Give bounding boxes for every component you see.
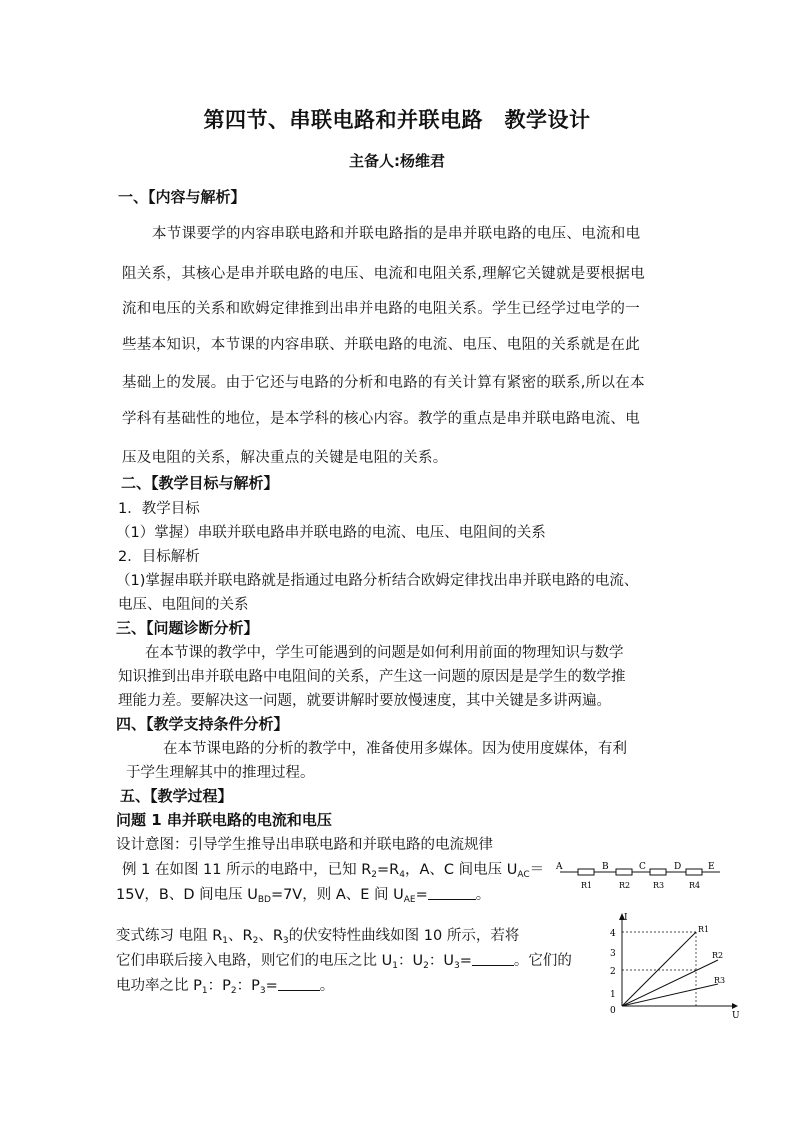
design-intent: 设计意图：引导学生推导出串联电路和并联电路的电流规律 [116,837,493,853]
answer-blank[interactable] [428,887,476,900]
r1-line-label: R1 [698,925,710,934]
power-ratio-blank[interactable] [278,978,320,991]
s1-line-5: 基础上的发展。由于它还与电路的分析和电路的有关计算有紧密的联系,所以在本 [122,375,645,391]
r2-line-label: R2 [712,951,724,960]
page-title: 第四节、串联电路和并联电路 教学设计 [203,108,591,132]
y-tick-3: 3 [610,949,616,959]
node-c: C [639,862,646,872]
label-r1: R1 [581,881,593,890]
section-2-heading: 二、【教学目标与解析】 [121,474,279,492]
node-d: D [674,862,682,872]
i-axis-label: I [624,913,628,923]
problem-1-title: 问题 1 串并联电路的电流和电压 [116,811,332,829]
s1-line-2: 阻关系，其核心是串并联电路的电压、电流和电阻关系,理解它关键就是要根据电 [122,266,645,282]
node-b: B [602,862,609,872]
s2-goal-text: （1）掌握）串联并联电路串并联电路的电流、电压、电阻间的关系 [116,525,546,541]
s2-analysis-text-2: 电压、电阻间的关系 [118,597,249,613]
u-axis-label: U [732,1011,740,1020]
line-r3 [622,984,718,1006]
series-circuit-diagram [554,858,726,894]
y-tick-4: 4 [610,929,616,939]
s4-line-1: 在本节课电路的分析的教学中，准备使用多媒体。因为使用度媒体，有利 [163,741,627,757]
label-r3: R3 [653,881,665,890]
y-tick-2: 2 [610,967,616,977]
voltage-ratio-blank[interactable] [472,953,514,966]
s3-line-1: 在本节课的教学中，学生可能遇到的问题是如何利用前面的物理知识与数学 [145,645,624,661]
s1-line-3: 流和电压的关系和欧姆定律推到出串并电路的电阻关系。学生已经学过电学的一 [122,301,640,317]
example-1-line-1: 例 1 在如图 11 所示的电路中，已知 $R_2=R_4$，A、C 间电压 $U_{AC}=$ [122,862,545,880]
resistor-r2 [616,869,632,875]
r3-line-label: R3 [714,976,726,985]
resistor-r3 [650,869,666,875]
exercise-line-1: 变式练习 电阻 $R_1$、$R_2$、$R_3$的伏安特性曲线如图 10 所示，若将 [116,928,520,946]
s2-analysis-text-1: （1)掌握串联并联电路就是指通过电路分析结合欧姆定律找出串并联电路的电流、 [116,573,639,589]
section-3-heading: 三、【问题诊断分析】 [116,619,259,637]
example-1-line-2: 15V，B、D 间电压 $U_{BD}=7V$，则 A、E 间 $U_{AE}=$ 。 [116,887,491,905]
y-tick-1: 1 [610,990,616,1000]
s3-line-3: 理能力差。要解决这一问题，就要讲解时要放慢速度，其中关键是多讲两遍。 [118,693,611,709]
section-5-heading: 五、【教学过程】 [120,787,233,805]
exercise-line-3: 电功率之比 $P_1$：$P_2$：$P_3=$ 。 [116,978,335,996]
s2-goal-label: 1．教学目标 [118,501,200,517]
s4-line-2: 于学生理解其中的推理过程。 [126,765,315,781]
s3-line-2: 知识推到出串并联电路中电阻间的关系，产生这一问题的原因是是学生的数学推 [118,669,626,685]
iu-characteristic-graph [600,910,746,1020]
section-4-heading: 四、【教学支持条件分析】 [116,715,289,733]
label-r4: R4 [689,881,701,890]
s2-analysis-label: 2．目标解析 [118,549,200,565]
line-r2 [622,960,718,1006]
s1-line-4: 些基本知识，本节课的内容串联、并联电路的电流、电压、电阻的关系就是在此 [122,337,640,353]
author-line: 主备人:杨维君 [349,152,445,170]
node-e: E [708,862,715,872]
section-1-heading: 一、【内容与解析】 [118,188,246,206]
label-r2: R2 [619,881,631,890]
u-axis-arrow [732,1003,738,1009]
exercise-line-2: 它们串联后接入电路，则它们的电压之比 $U_1$：$U_2$：$U_3=$ 。它们的 [116,953,572,971]
origin-label: 0 [610,1006,616,1016]
s1-line-7: 压及电阻的关系，解决重点的关键是电阻的关系。 [122,450,448,466]
line-r1 [622,932,696,1006]
s1-line-1: 本节课要学的内容串联电路和并联电路指的是串并联电路的电压、电流和电 [152,226,641,242]
node-a: A [556,862,563,872]
resistor-r4 [686,869,702,875]
resistor-r1 [578,869,594,875]
s1-line-6: 学科有基础性的地位，是本学科的核心内容。教学的重点是串并联电路电流、电 [122,411,640,427]
